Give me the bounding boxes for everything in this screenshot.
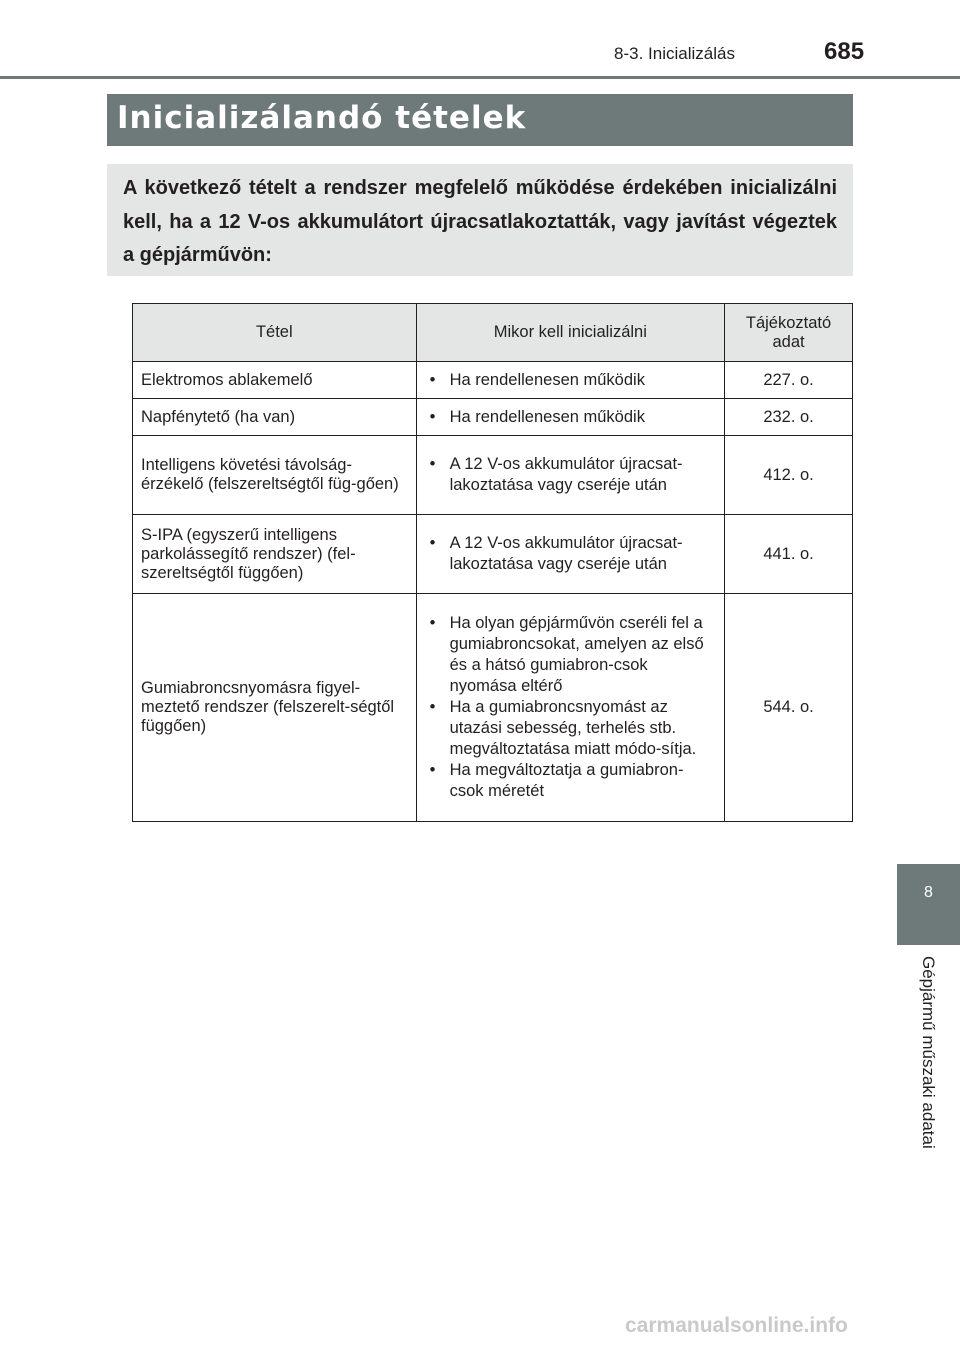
page-number: 685 — [824, 38, 865, 65]
table-row — [133, 594, 853, 822]
chapter-label: Gépjármű műszaki adatai — [919, 956, 938, 1149]
initialization-table — [132, 303, 853, 822]
chapter-number: 8 — [924, 884, 933, 901]
table-row — [133, 362, 853, 399]
condition-item: • Ha olyan gépjárművön cseréli fel a gumiabroncsokat, amelyen az első és a hátsó gumiabron-csok nyomása eltérő — [425, 613, 717, 697]
header-section-title: 8-3. Inicializálás — [614, 44, 735, 63]
section-banner — [107, 94, 853, 146]
table-header-row — [133, 304, 853, 362]
row-page-ref: 232. o. — [725, 399, 853, 436]
table-row — [133, 436, 853, 515]
table-row — [133, 515, 853, 594]
condition-item: • Ha megváltoztatja a gumiabron-csok méretét — [425, 760, 717, 802]
chapter-tab — [897, 864, 960, 945]
row-conditions — [416, 362, 725, 399]
condition-item: • Ha rendellenesen működik — [425, 370, 717, 391]
intro-text: A következő tételt a rendszer megfelelő működése érdekében inicializálni kell, ha a 12 V-os akkumulátort újracsatlakoztatták, vagy javítást végeztek a gépjárművön: — [123, 177, 837, 266]
row-page-ref: 412. o. — [725, 436, 853, 515]
table-row — [133, 399, 853, 436]
row-page-ref: 441. o. — [725, 515, 853, 594]
condition-item: • Ha rendellenesen működik — [425, 407, 717, 428]
condition-item: • A 12 V-os akkumulátor újracsat-lakoztatása vagy cseréje után — [425, 533, 717, 575]
row-conditions — [416, 399, 725, 436]
header-reference: Tájékoztató adat — [725, 304, 853, 362]
condition-item: • A 12 V-os akkumulátor újracsat-lakoztatása vagy cseréje után — [425, 454, 717, 496]
header-divider — [0, 76, 960, 79]
section-title: Inicializálandó tételek — [117, 100, 527, 136]
watermark: carmanualsonline.info — [625, 1314, 848, 1337]
row-item: Gumiabroncsnyomásra figyel-meztető rendszer (felszerelt-ségtől függően) — [133, 594, 417, 822]
row-item: Elektromos ablakemelő — [133, 362, 417, 399]
header-when: Mikor kell inicializálni — [416, 304, 725, 362]
row-conditions — [416, 515, 725, 594]
condition-item: • Ha a gumiabroncsnyomást az utazási sebesség, terhelés stb. megváltoztatása miatt módo-sítja. — [425, 697, 717, 760]
header-item: Tétel — [133, 304, 417, 362]
row-item: S-IPA (egyszerű intelligens parkolássegítő rendszer) (fel-szereltségtől függően) — [133, 515, 417, 594]
row-conditions — [416, 594, 725, 822]
row-item: Intelligens követési távolság-érzékelő (felszereltségtől füg-gően) — [133, 436, 417, 515]
row-page-ref: 544. o. — [725, 594, 853, 822]
row-item: Napfénytető (ha van) — [133, 399, 417, 436]
row-conditions — [416, 436, 725, 515]
intro-box — [107, 164, 853, 276]
row-page-ref: 227. o. — [725, 362, 853, 399]
